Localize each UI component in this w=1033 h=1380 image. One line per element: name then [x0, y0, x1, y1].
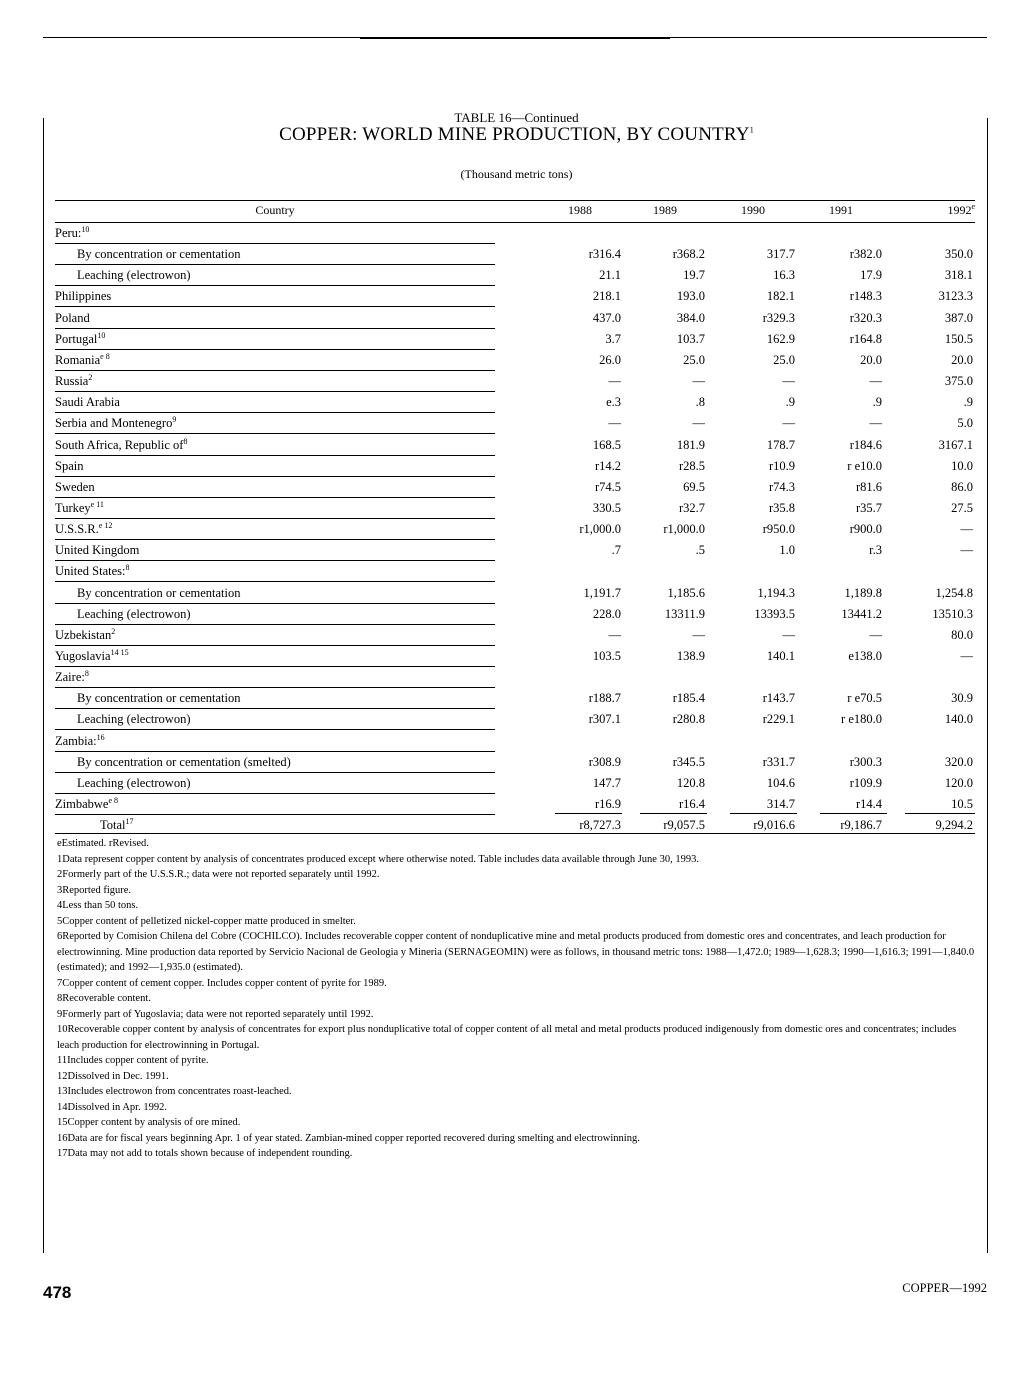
cell-1990: 317.7 [766, 247, 795, 262]
cell-1992: 1,254.8 [935, 585, 973, 600]
row-label-text: Total [100, 818, 126, 833]
cell-1988: 168.5 [592, 437, 621, 452]
table-row [55, 752, 975, 773]
header-top-rule [55, 200, 975, 201]
cell-1992: 86.0 [951, 479, 973, 494]
table-row [55, 688, 975, 709]
cell-1988: r1,000.0 [579, 522, 621, 537]
cell-1992: 30.9 [951, 691, 973, 706]
cell-1991: r35.7 [855, 500, 882, 515]
cell-1988: 228.0 [592, 606, 621, 621]
cell-1991: — [869, 374, 882, 389]
table-title [0, 124, 1033, 146]
row-label-footnote: 8 [183, 436, 188, 446]
cell-1989: 25.0 [683, 352, 705, 367]
table-row [55, 646, 975, 667]
cell-1990: 1,194.3 [757, 585, 795, 600]
row-label-text: Saudi Arabia [55, 395, 120, 410]
cell-1992: 387.0 [944, 310, 973, 325]
row-label-text: Russia [55, 374, 89, 389]
row-label-footnote: e 8 [100, 351, 110, 361]
cell-1988: 330.5 [592, 500, 621, 515]
cell-1992: 20.0 [951, 352, 973, 367]
footnote: 5Copper content of pelletized nickel-copper matte produced in smelter. [57, 915, 356, 927]
row-label-text: Peru: [55, 226, 82, 240]
footnote: 3Reported figure. [57, 884, 132, 896]
cell-1989: r345.5 [672, 754, 705, 769]
cell-1990: 178.7 [766, 437, 795, 452]
row-label-text: Leaching (electrowon) [77, 775, 191, 790]
cell-1989: r16.4 [678, 797, 705, 812]
row-label-footnote: 10 [81, 224, 90, 234]
cell-1991: r184.6 [849, 437, 882, 452]
cell-1988: — [608, 627, 621, 642]
row-label [100, 818, 134, 833]
cell-1989: 19.7 [683, 268, 705, 283]
row-label-footnote: 10 [97, 330, 106, 340]
cell-1991: r164.8 [849, 331, 882, 346]
cell-1988: r74.5 [594, 479, 621, 494]
header-1992 [900, 203, 975, 221]
cell-1988: r316.4 [588, 247, 621, 262]
cell-1990: 182.1 [766, 289, 795, 304]
row-label [55, 543, 139, 558]
header-country: Country [255, 203, 295, 217]
cell-1992: .9 [963, 395, 973, 410]
title-text: COPPER: WORLD MINE PRODUCTION, BY COUNTRY [279, 124, 750, 145]
row-label [55, 564, 129, 579]
cell-1991: e138.0 [848, 649, 882, 663]
cell-1988: r188.7 [588, 691, 621, 706]
cell-1991: 17.9 [860, 268, 882, 283]
table-row [55, 477, 975, 498]
row-label [77, 247, 240, 262]
cell-1992: — [960, 522, 973, 537]
page-number: 478 [43, 1283, 72, 1302]
header-1992-label: 1992 [947, 203, 972, 217]
row-label-text: Zimbabwe [55, 797, 109, 812]
cell-1991: .9 [872, 395, 882, 410]
cell-1990: r229.1 [762, 712, 795, 727]
row-label [77, 776, 190, 791]
header-1989: 1989 [653, 203, 677, 217]
cell-1989: r9,057.5 [663, 818, 705, 833]
cell-1992: 13510.3 [932, 606, 973, 621]
table-row [55, 540, 975, 561]
cell-1991: r14.4 [855, 797, 882, 812]
cell-1992: 27.5 [951, 500, 973, 515]
footnote: 9Formerly part of Yugoslavia; data were not reported separately until 1992. [57, 1008, 374, 1020]
cell-1990: r950.0 [762, 522, 795, 537]
cell-1988: 26.0 [599, 352, 621, 367]
table-row [55, 265, 975, 286]
cell-1991: 1,189.8 [844, 585, 882, 600]
table-bottom-rule [55, 833, 975, 834]
row-label [77, 755, 291, 770]
cell-1990: — [782, 416, 795, 431]
cell-1988: r14.2 [594, 458, 621, 473]
cell-1988: r16.9 [594, 797, 621, 812]
row-label-footnote: 2 [111, 626, 116, 636]
row-label-text: U.S.S.R. [55, 522, 99, 537]
cell-1988: .7 [611, 543, 621, 558]
header-1991: 1991 [829, 203, 853, 217]
row-label-footnote: e 8 [108, 795, 119, 805]
table-row [55, 498, 975, 519]
row-label-footnote: 2 [88, 372, 93, 382]
row-label-text: Uzbekistan [55, 627, 112, 642]
cell-1988: 103.5 [592, 649, 621, 663]
cell-1990: — [782, 374, 795, 389]
table-row [55, 709, 975, 730]
cell-1992: 10.5 [951, 797, 973, 812]
cell-1991: r e10.0 [847, 458, 882, 473]
row-label-footnote: 16 [96, 732, 105, 742]
cell-1989: .8 [695, 395, 705, 410]
table-row [55, 371, 975, 392]
cell-1990: 1.0 [779, 543, 795, 558]
cell-1991: r e180.0 [841, 712, 882, 727]
cell-1991: 13441.2 [841, 606, 882, 621]
row-label [55, 670, 89, 685]
cell-1992: 9,294.2 [935, 818, 973, 833]
row-label-text: Leaching (electrowon) [77, 268, 191, 283]
row-label-text: By concentration or cementation [77, 691, 241, 706]
table-row [55, 561, 975, 582]
cell-1992: 350.0 [944, 247, 973, 262]
cell-1991: r300.3 [849, 754, 882, 769]
row-label-footnote: 9 [172, 415, 177, 425]
cell-1990: 140.1 [766, 649, 795, 663]
table-row [55, 308, 975, 329]
table-row [55, 350, 975, 371]
cell-1991: r148.3 [849, 289, 882, 304]
cell-1990: 16.3 [773, 268, 795, 283]
row-label [77, 712, 190, 727]
row-label-text: Poland [55, 310, 90, 325]
cell-1989: 1,185.6 [667, 585, 705, 600]
row-label-footnote: 8 [125, 563, 130, 573]
cell-1991: — [869, 416, 882, 431]
row-label [55, 649, 129, 664]
cell-1992: 140.0 [944, 712, 973, 727]
row-label [55, 374, 92, 389]
row-label [55, 289, 111, 304]
header-1992-fn: e [971, 202, 975, 211]
right-margin-rule [987, 118, 988, 1253]
row-label [55, 459, 83, 474]
cell-1991: — [869, 627, 882, 642]
row-label-text: Sweden [55, 479, 95, 494]
row-label-text: Turkey [55, 500, 91, 515]
cell-1992: — [960, 649, 973, 663]
row-label [77, 268, 190, 283]
row-label [77, 691, 240, 706]
running-footer: COPPER—1992 [902, 1281, 987, 1295]
cell-1992: 150.5 [944, 331, 973, 346]
row-label [55, 628, 115, 643]
footnote: 12Dissolved in Dec. 1991. [57, 1070, 169, 1082]
row-label-text: Yugoslavia [55, 649, 111, 663]
cell-1991: r81.6 [855, 479, 882, 494]
table-row [55, 519, 975, 540]
cell-1989: 69.5 [683, 479, 705, 494]
row-label [77, 607, 190, 622]
table-row [55, 286, 975, 307]
cell-1990: r74.3 [768, 479, 795, 494]
cell-1989: — [692, 374, 705, 389]
row-label-text: Spain [55, 458, 84, 473]
total-rule-1990 [730, 813, 797, 814]
row-label [55, 501, 104, 516]
cell-1988: e.3 [606, 395, 621, 410]
cell-1990: 162.9 [766, 331, 795, 346]
cell-1990: r329.3 [762, 310, 795, 325]
row-label [55, 734, 105, 749]
row-label [55, 353, 110, 368]
row-label-text: Leaching (electrowon) [77, 606, 191, 621]
table-subtitle: TABLE 16—Continued [454, 110, 579, 125]
total-rule-1989 [640, 813, 707, 814]
footnotes [57, 836, 975, 1162]
row-label-text: By concentration or cementation [77, 247, 241, 262]
table-row [55, 773, 975, 794]
cell-1991: r109.9 [849, 775, 882, 790]
cell-1989: 193.0 [676, 289, 705, 304]
footnote: 17Data may not add to totals shown because of independent rounding. [57, 1148, 353, 1159]
footnote: 7Copper content of cement copper. Includes copper content of pyrite for 1989. [57, 977, 387, 989]
cell-1988: r307.1 [588, 712, 621, 727]
cell-1990: 104.6 [766, 775, 795, 790]
footnote: 13Includes electrowon from concentrates roast-leached. [57, 1086, 292, 1097]
table-row [55, 435, 975, 456]
cell-1989: — [692, 627, 705, 642]
cell-1988: — [608, 416, 621, 431]
total-rule-1991 [820, 813, 887, 814]
cell-1989: r32.7 [678, 500, 705, 515]
row-label [55, 797, 118, 812]
cell-1988: 3.7 [605, 331, 621, 346]
row-label [55, 480, 95, 495]
cell-1990: 314.7 [766, 797, 795, 812]
row-label-text: Leaching (electrowon) [77, 712, 191, 727]
row-label-footnote: e 12 [98, 520, 113, 530]
row-label-text: Zambia: [55, 733, 97, 748]
cell-1989: r280.8 [672, 712, 705, 727]
table-row [55, 456, 975, 477]
footnote: 4Less than 50 tons. [57, 900, 139, 911]
cell-1989: .5 [695, 543, 705, 558]
footnote: 15Copper content by analysis of ore mined. [57, 1117, 241, 1128]
cell-1988: 218.1 [592, 289, 621, 304]
table-row [55, 223, 975, 244]
row-label [77, 586, 240, 601]
cell-1989: 384.0 [676, 310, 705, 325]
row-label [55, 416, 176, 431]
cell-1992: 3123.3 [938, 289, 973, 304]
row-label [55, 311, 90, 326]
cell-1990: 13393.5 [754, 606, 795, 621]
cell-1990: — [782, 627, 795, 642]
cell-1991: 20.0 [860, 352, 882, 367]
row-label [55, 226, 89, 241]
cell-1991: r382.0 [849, 247, 882, 262]
total-rule-1992 [905, 813, 975, 814]
cell-1988: 1,191.7 [583, 585, 621, 600]
cell-1988: r8,727.3 [579, 818, 621, 833]
top-rule-accent [360, 37, 670, 39]
footnote: 2Formerly part of the U.S.S.R.; data were not reported separately until 1992. [57, 869, 380, 880]
footnote: 6Reported by Comision Chilena del Cobre (COCHILCO). Includes recoverable copper content of nonduplicative mine and metal products produced from domestic ores and concentrates, and leach production for electrowinning. Mine production data reported by Servicio Nacional de Geologia y Mineria (SERNAGEOMIN) were as follows, in thousand metric tons: 1988—1,472.0; 1989—1,628.3; 1990—1,616.3; 1991—1,840.0 (estimated); and 1992—1,935.0 (estimated). [57, 931, 975, 973]
title-footnote: 1 [749, 125, 754, 135]
row-label-footnote: 14 15 [110, 647, 129, 657]
cell-1989: — [692, 416, 705, 431]
cell-1992: 120.0 [944, 775, 973, 790]
cell-1989: r1,000.0 [663, 522, 705, 537]
cell-1990: r35.8 [768, 500, 795, 515]
header-1990: 1990 [741, 203, 765, 217]
table-row [55, 794, 975, 815]
cell-1990: r331.7 [762, 754, 795, 769]
cell-1992: 320.0 [944, 754, 973, 769]
row-label [55, 332, 105, 347]
cell-1992: 3167.1 [938, 437, 973, 452]
table-row [55, 329, 975, 350]
cell-1989: 13311.9 [664, 606, 705, 621]
cell-1989: 103.7 [676, 331, 705, 346]
footnote: 10Recoverable copper content by analysis of concentrates for export plus nonduplicative total of copper content of all metal and metal products produced indigenously from domestic ores and concentrates; includes leach production for electrowinning in Portugal. [57, 1024, 957, 1051]
cell-1992: 375.0 [944, 374, 973, 389]
row-label-text: Philippines [55, 289, 112, 304]
table-row [55, 244, 975, 265]
row-label [55, 395, 120, 410]
header-1988: 1988 [568, 203, 592, 217]
footnote: eEstimated. rRevised. [57, 838, 149, 849]
row-label-text: Serbia and Montenegro [55, 416, 173, 431]
cell-1990: .9 [785, 395, 795, 410]
row-label-text: Portugal [55, 331, 98, 346]
row-label-footnote: e 11 [90, 499, 104, 509]
row-label-text: Romania [55, 352, 101, 367]
footnote: 14Dissolved in Apr. 1992. [57, 1101, 167, 1113]
table-row [55, 392, 975, 413]
units-note: (Thousand metric tons) [460, 167, 573, 181]
row-label-text: United Kingdom [55, 543, 140, 558]
cell-1988: 21.1 [599, 268, 621, 283]
footnote: 1Data represent copper content by analysis of concentrates produced except where otherwise noted. Table includes data available through June 30, 1993. [57, 853, 699, 865]
table-row [55, 667, 975, 688]
row-label-text: Zaire: [55, 670, 85, 685]
footnote: 8Recoverable content. [57, 993, 151, 1004]
table-row [55, 604, 975, 625]
table-row [55, 583, 975, 604]
row-label-text: United States: [55, 564, 126, 579]
row-label-footnote: 17 [125, 817, 134, 827]
cell-1990: r10.9 [768, 458, 795, 473]
row-label-text: By concentration or cementation [77, 585, 241, 600]
total-rule-1988 [555, 813, 622, 814]
footnote: 16Data are for fiscal years beginning Apr. 1 of year stated. Zambian-mined copper reported recovered during smelting and electrowinning. [57, 1132, 640, 1144]
cell-1992: 80.0 [951, 627, 973, 642]
cell-1990: r143.7 [762, 691, 795, 706]
cell-1991: r900.0 [849, 522, 882, 537]
cell-1988: 437.0 [592, 310, 621, 325]
footnote: 11Includes copper content of pyrite. [57, 1055, 209, 1066]
cell-1989: 181.9 [676, 437, 705, 452]
cell-1992: 5.0 [957, 416, 973, 431]
cell-1988: r308.9 [588, 754, 621, 769]
cell-1989: 120.8 [676, 775, 705, 790]
cell-1988: 147.7 [592, 775, 621, 790]
cell-1989: r368.2 [672, 247, 705, 262]
cell-1991: r e70.5 [847, 691, 882, 706]
cell-1988: — [608, 374, 621, 389]
cell-1989: 138.9 [676, 649, 705, 663]
cell-1992: — [960, 543, 973, 558]
table-row [55, 413, 975, 434]
row-label [55, 438, 187, 453]
cell-1991: r.3 [869, 543, 882, 558]
row-label-text: By concentration or cementation (smelted) [77, 754, 291, 769]
row-label-text: South Africa, Republic of [55, 437, 184, 452]
cell-1991: r9,186.7 [840, 818, 882, 833]
cell-1992: 318.1 [944, 268, 973, 283]
row-label-footnote: 8 [84, 668, 89, 678]
cell-1990: 25.0 [773, 352, 795, 367]
row-label [55, 522, 112, 537]
table-row [55, 625, 975, 646]
cell-1989: r185.4 [672, 691, 705, 706]
left-margin-rule [43, 118, 44, 1253]
cell-1991: r320.3 [849, 310, 882, 325]
cell-1992: 10.0 [951, 458, 973, 473]
table-row [55, 731, 975, 752]
cell-1989: r28.5 [678, 458, 705, 473]
cell-1990: r9,016.6 [753, 818, 795, 833]
